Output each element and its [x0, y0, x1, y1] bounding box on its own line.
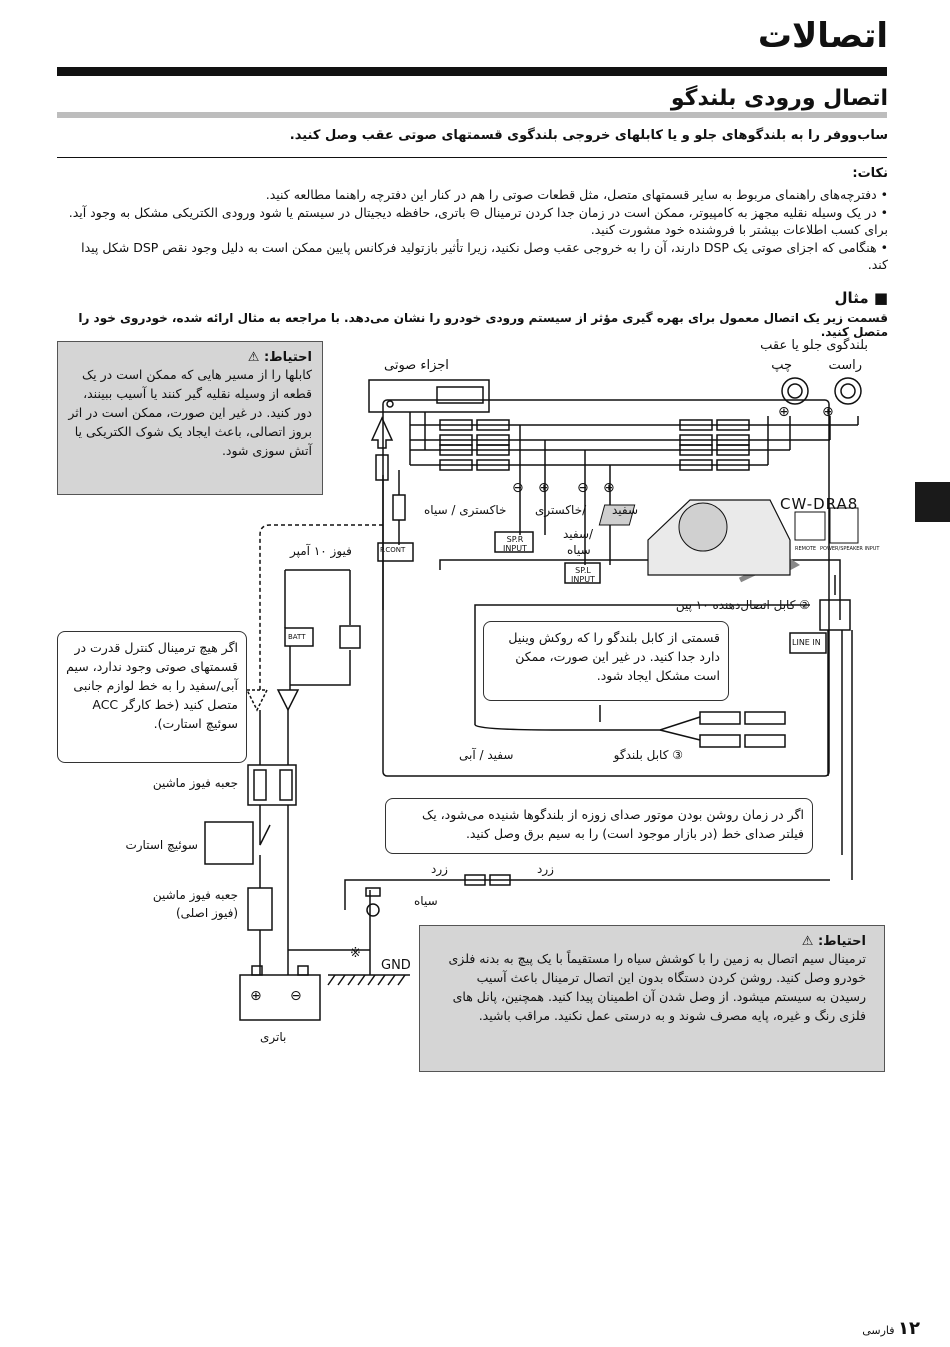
black-label: سیاه [567, 543, 591, 557]
batt-label: BATT [288, 633, 306, 641]
audio-component-label: اجزاء صوتی [384, 358, 449, 373]
note-item: • هنگامی که اجزای صوتی یک DSP دارند، آن را به خروجی عقب وصل نکنید، زیرا تأثیر بازتولید فرکانس پایین ممکن است به دلیل وجود نقص DSP شکل پیدا کند. [81, 240, 888, 272]
line-in-label: LINE IN [792, 638, 821, 647]
sp-l-input-label: SP.L INPUT [571, 566, 595, 584]
note-item: • در یک وسیله نقلیه مجهز به کامپیوتر، ممکن است در زمان جدا کردن ترمینال ⊖ باتری، حافظه دیجیتال در سیستم یا شود ورودی الکتریکی مشکل به وجود آید. برای کسب اطلاعات بیشتر با فروشنده خود مشورت کنید. [68, 205, 888, 237]
section-title: اتصال ورودی بلندگو [670, 86, 888, 111]
caution-2-title: احتیاط: ⚠ [801, 934, 866, 949]
example-heading: ■ مثال [834, 289, 888, 307]
intro-text: ساب‌ووفر را به بلندگوهای جلو و یا کابلهای خروجی بلندگوی قسمتهای صوتی عقب وصل کنید. [289, 128, 888, 143]
note-item: • دفترچه‌های راهنمای مربوط به سایر قسمتهای متصل، مثل قطعات صوتی را هم در کنار این دفترچه راهنما مطالعه کنید. [265, 187, 888, 202]
gnd-label: GND [381, 958, 411, 973]
fuse-box-2-icon [248, 888, 272, 930]
plus-terminal-label-3: ⊕ [538, 480, 550, 496]
main-fuse-label: (فیوز اصلی) [175, 906, 238, 920]
plus-terminal-label-2: ⊕ [822, 404, 834, 420]
battery-plus-label: ⊕ [250, 988, 262, 1004]
notes-heading: نکات: [852, 166, 888, 181]
caution-2-body: ترمینال سیم اتصال به زمین را با کوشش سیاه را مستقیماً با یک پیچ به بدنه فلزی خودرو وصل کنید. روشن کردن دستگاه بدون این اتصال ترمینال باعث آسیب رسیدن به سیستم میشود. از وصل شدن آن اطمینان پیدا کنید. همچنین، پانل های فلزی رنگ و غیره، پایه مصرف شوند و به درستی عمل نکنید. مراقب باشید. [448, 951, 866, 1023]
page-title: اتصالات [757, 16, 888, 56]
remote-port-label: REMOTE [795, 546, 817, 552]
audio-unit-icon [369, 380, 489, 412]
speaker-right-label: راست [828, 358, 862, 373]
warning-icon: ⚠ [801, 934, 814, 949]
page-footer [862, 1318, 920, 1339]
example-description: قسمت زیر یک اتصال معمول برای بهره گیری مؤثر از سیستم ورودی خودرو را نشان می‌دهد. با مراجعه به مثال ارائه شده، خودروی خود را متصل کنید. [78, 311, 888, 339]
fuse-10a-icon [340, 626, 360, 648]
fuse-box-1-icon [248, 765, 296, 805]
power-port-label: POWER/SPEAKER INPUT [820, 546, 880, 552]
model-label: CW-DRA8 [780, 495, 859, 513]
minus-terminal-label-3: ⊖ [577, 480, 589, 496]
caution-1-title: احتیاط: ⚠ [247, 350, 312, 365]
caution-box-2 [419, 925, 885, 1072]
cable-note-box: قسمتی از کابل بلندگو را که روکش وینیل دارد جدا کنید. در غیر این صورت، ممکن است مشکل ایجاد شود. [483, 621, 729, 701]
footer-language: فارسی [862, 1324, 895, 1337]
minus-terminal-label-2: ⊖ [512, 480, 524, 496]
ten-pin-connector [820, 600, 850, 630]
white-label: سفید [612, 503, 639, 517]
warning-icon: ⚠ [247, 350, 260, 365]
gray-label: خاکستری/ [535, 503, 587, 517]
yellow-note-box: اگر در زمان روشن بودن موتور صدای زوزه از بلندگوها شنیده می‌شود، یک فیلتر صدای خط (در بازار موجود است) را به سیم برق وصل کنید. [385, 798, 813, 854]
fuse-box-2-label: جعبه فیوز ماشین [152, 888, 238, 902]
ignition-label: سوئیچ استارت [125, 838, 198, 852]
fuse-10a-label: فیوز ۱۰ آمپر [290, 544, 352, 558]
battery-label: باتری [260, 1030, 287, 1044]
white-slash-label: سفید/ [563, 527, 594, 541]
ignition-switch-icon [205, 822, 253, 864]
caution-1-body: کابلها را از مسیر هایی که ممکن است در یک قطعه از وسیله نقلیه گیر کنند یا آسیب ببینند، دور کنید. در غیر این صورت، ممکن است در اثر بروز اتصالی، باعث ایجاد یک شوک الکتریکی یا آتش سوزی شود. [68, 367, 312, 458]
speaker-left-label: چپ [771, 358, 792, 373]
gray-black-label: خاکستری / سیاه [424, 503, 507, 517]
speaker-group-label: بلندگوی جلو یا عقب [760, 338, 868, 353]
battery-minus-label: ⊖ [290, 988, 302, 1004]
yellow-left-label: زرد [431, 862, 448, 876]
plus-terminal-label-4: ⊕ [603, 480, 615, 496]
speaker-right-icon [835, 378, 861, 404]
p-cont-label: P.CONT [380, 546, 406, 554]
remote-note-box: اگر هیچ ترمینال کنترل قدرت در قسمتهای صوتی وجود ندارد، سیم آبی/سفید را به خط لوازم جانبی متصل کنید (خط کارگر ACC سوئیچ استارت). [57, 631, 247, 763]
page-number: ۱۲ [898, 1318, 920, 1339]
ground-screw-icon [367, 904, 379, 916]
fuse-box-1-label: جعبه فیوز ماشین [152, 776, 238, 790]
black-ground-label: سیاه [414, 894, 438, 908]
cable-2-label: ② کابل اتصال‌دهنده ۱۰ پین [675, 598, 810, 612]
sp-r-input-label: SP.R INPUT [503, 535, 527, 553]
wiring-frame [383, 400, 829, 776]
white-blue-label: سفید / آبی [459, 748, 514, 762]
caution-box-1 [57, 341, 323, 495]
yellow-right-label: زرد [537, 862, 554, 876]
plus-terminal-label: ⊕ [778, 404, 790, 420]
cable-3-label: ③ کابل بلندگو [613, 748, 683, 762]
reference-mark: ※ [350, 946, 361, 961]
